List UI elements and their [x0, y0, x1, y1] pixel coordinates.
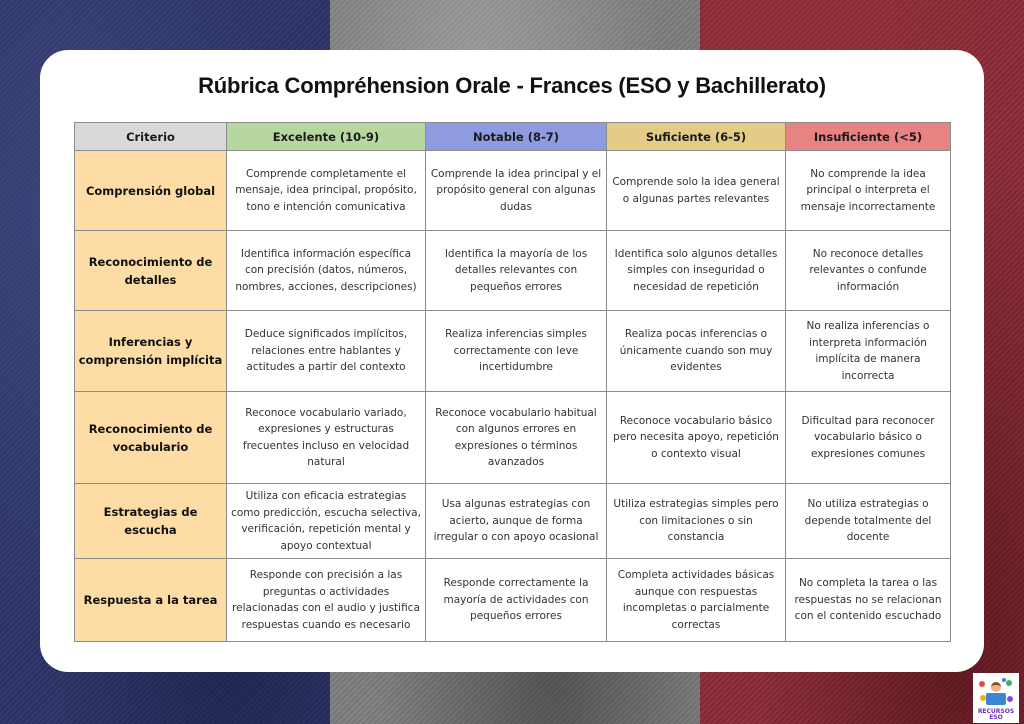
suficiente-cell: Identifica solo algunos detalles simples con inseguridad o necesidad de repetición — [607, 231, 786, 311]
table-row — [75, 559, 951, 642]
table-row — [75, 231, 951, 311]
notable-cell: Reconoce vocabulario habitual con algunos errores en expresiones o términos avanzados — [426, 392, 607, 484]
insuficiente-cell: Dificultad para reconocer vocabulario básico o expresiones comunes — [786, 392, 951, 484]
logo-text-line1: RECURSOS — [977, 708, 1015, 715]
suficiente-cell: Comprende solo la idea general o algunas partes relevantes — [607, 151, 786, 231]
notable-cell: Usa algunas estrategias con acierto, aunque de forma irregular o con apoyo ocasional — [426, 484, 607, 559]
header-excelente: Excelente (10-9) — [227, 123, 426, 151]
suficiente-cell: Realiza pocas inferencias o únicamente cuando son muy evidentes — [607, 311, 786, 392]
suficiente-cell: Reconoce vocabulario básico pero necesita apoyo, repetición o contexto visual — [607, 392, 786, 484]
criterio-cell: Reconocimiento de detalles — [75, 231, 227, 311]
suficiente-cell: Completa actividades básicas aunque con respuestas incompletas o parcialmente correctas — [607, 559, 786, 642]
notable-cell: Realiza inferencias simples correctamente con leve incertidumbre — [426, 311, 607, 392]
page-title: Rúbrica Compréhension Orale - Frances (ESO y Bachillerato) — [198, 73, 826, 98]
rubric-table — [74, 122, 951, 642]
suficiente-cell: Utiliza estrategias simples pero con limitaciones o sin constancia — [607, 484, 786, 559]
excelente-cell: Reconoce vocabulario variado, expresiones y estructuras frecuentes incluso en velocidad natural — [227, 392, 426, 484]
criterio-cell: Comprensión global — [75, 151, 227, 231]
notable-cell: Identifica la mayoría de los detalles relevantes con pequeños errores — [426, 231, 607, 311]
header-criterio: Criterio — [75, 123, 227, 151]
table-header-row — [75, 123, 951, 151]
table-row — [75, 151, 951, 231]
insuficiente-cell: No realiza inferencias o interpreta información implícita de manera incorrecta — [786, 311, 951, 392]
criterio-cell: Estrategias de escucha — [75, 484, 227, 559]
insuficiente-cell: No reconoce detalles relevantes o confunde información — [786, 231, 951, 311]
header-insuficiente: Insuficiente (<5) — [786, 123, 951, 151]
insuficiente-cell: No utiliza estrategias o depende totalmente del docente — [786, 484, 951, 559]
excelente-cell: Utiliza con eficacia estrategias como predicción, escucha selectiva, verificación, repetición mental y apoyo contextual — [227, 484, 426, 559]
criterio-cell: Inferencias y comprensión implícita — [75, 311, 227, 392]
excelente-cell: Identifica información específica con precisión (datos, números, nombres, acciones, descripciones) — [227, 231, 426, 311]
logo-text-line2: ESO — [989, 714, 1003, 721]
insuficiente-cell: No comprende la idea principal o interpreta el mensaje incorrectamente — [786, 151, 951, 231]
criterio-cell: Respuesta a la tarea — [75, 559, 227, 642]
insuficiente-cell: No completa la tarea o las respuestas no se relacionan con el contenido escuchado — [786, 559, 951, 642]
criterio-cell: Reconocimiento de vocabulario — [75, 392, 227, 484]
excelente-cell: Deduce significados implícitos, relaciones entre hablantes y actitudes a partir del contexto — [227, 311, 426, 392]
table-row — [75, 392, 951, 484]
notable-cell: Responde correctamente la mayoría de actividades con pequeños errores — [426, 559, 607, 642]
recursos-eso-logo — [973, 673, 1019, 723]
excelente-cell: Comprende completamente el mensaje, idea principal, propósito, tono e intención comunicativa — [227, 151, 426, 231]
child-reading-book-icon — [978, 678, 1014, 708]
header-notable: Notable (8-7) — [426, 123, 607, 151]
table-row — [75, 311, 951, 392]
rubric-card — [40, 50, 984, 672]
notable-cell: Comprende la idea principal y el propósito general con algunas dudas — [426, 151, 607, 231]
table-row — [75, 484, 951, 559]
excelente-cell: Responde con precisión a las preguntas o actividades relacionadas con el audio y justifica respuestas cuando es necesario — [227, 559, 426, 642]
header-suficiente: Suficiente (6-5) — [607, 123, 786, 151]
